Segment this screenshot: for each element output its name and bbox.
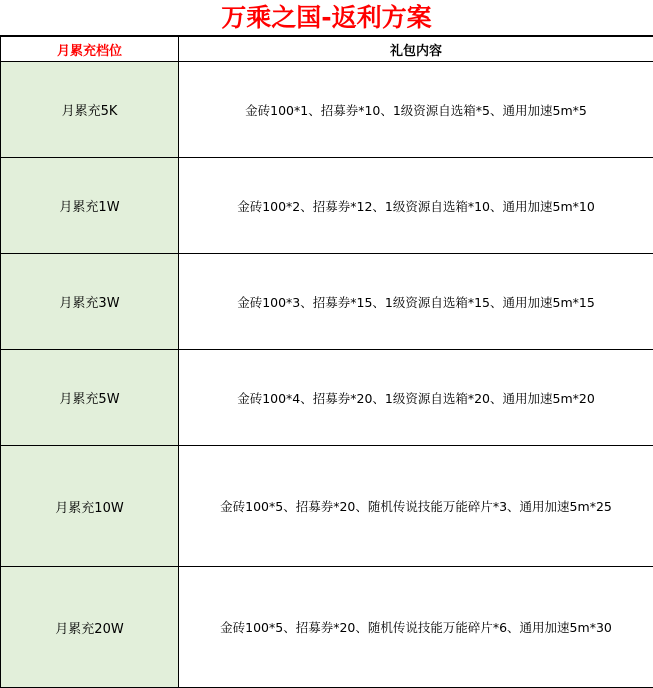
header-level: 月累充档位	[1, 37, 179, 62]
row-content: 金砖100*1、招募券*10、1级资源自选箱*5、通用加速5m*5	[179, 62, 653, 158]
header-content: 礼包内容	[179, 37, 653, 62]
row-level: 月累充10W	[1, 446, 179, 567]
row-level: 月累充5K	[1, 62, 179, 158]
table-row	[1, 158, 653, 254]
table-row	[1, 62, 653, 158]
row-content: 金砖100*2、招募券*12、1级资源自选箱*10、通用加速5m*10	[179, 158, 653, 254]
row-content: 金砖100*5、招募券*20、随机传说技能万能碎片*3、通用加速5m*25	[179, 446, 653, 567]
row-level: 月累充20W	[1, 567, 179, 688]
row-content: 金砖100*5、招募券*20、随机传说技能万能碎片*6、通用加速5m*30	[179, 567, 653, 688]
row-level: 月累充5W	[1, 350, 179, 446]
rebate-table	[0, 36, 653, 688]
table-row	[1, 254, 653, 350]
table-row	[1, 567, 653, 688]
row-level: 月累充1W	[1, 158, 179, 254]
row-content: 金砖100*4、招募券*20、1级资源自选箱*20、通用加速5m*20	[179, 350, 653, 446]
page-title: 万乘之国-返利方案	[0, 0, 653, 36]
row-content: 金砖100*3、招募券*15、1级资源自选箱*15、通用加速5m*15	[179, 254, 653, 350]
row-level: 月累充3W	[1, 254, 179, 350]
table-header-row	[1, 37, 653, 62]
table-row	[1, 446, 653, 567]
table-row	[1, 350, 653, 446]
